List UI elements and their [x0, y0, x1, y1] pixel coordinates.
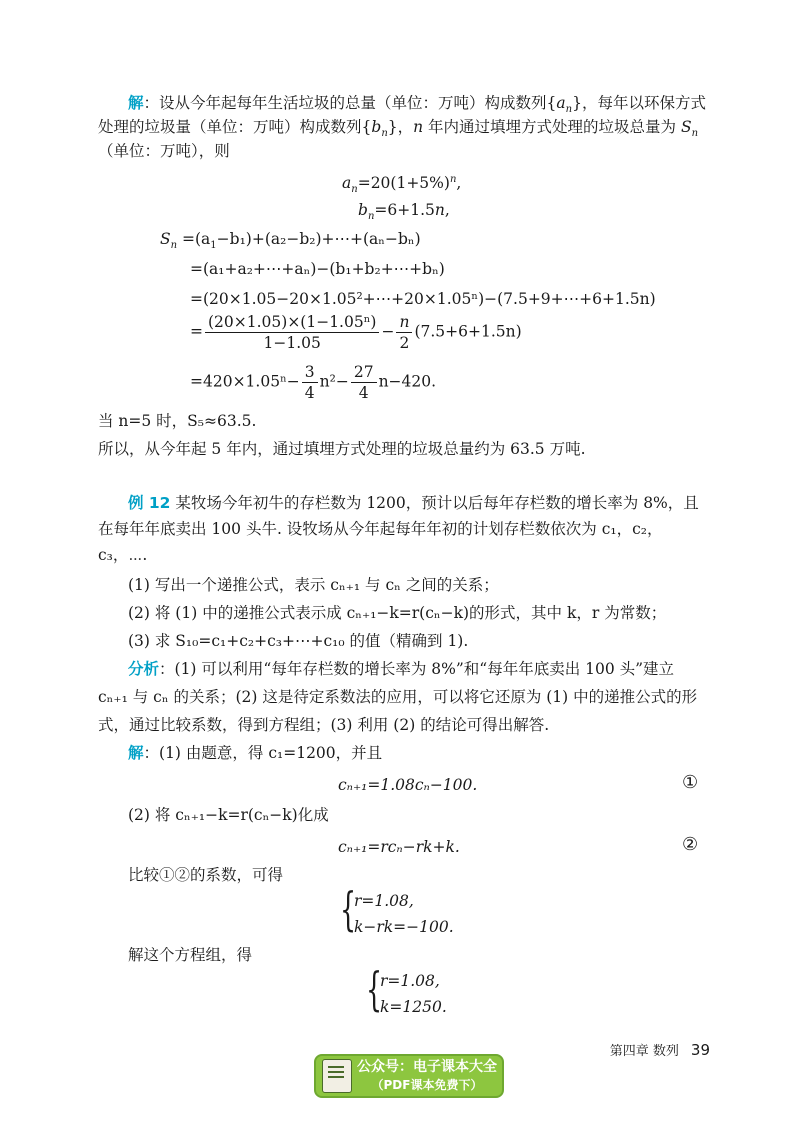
- fraction-n-over-2: $\frac{n}{2}$: [396, 312, 412, 353]
- equation-1-mark: ①: [682, 772, 699, 793]
- sum-line-2: =(a₁+a₂+⋯+aₙ)−(b₁+b₂+⋯+bₙ): [190, 260, 445, 278]
- analysis-line-1: 分析：(1) 可以利用“每年存栏数的增长率为 8%”和“每年年底卖出 100 头”建立: [128, 660, 675, 678]
- conclusion: 所以，从今年起 5 年内，通过填埋方式处理的垃圾总量约为 63.5 万吨.: [98, 440, 586, 458]
- question-3: (3) 求 S₁₀=c₁+c₂+c₃+⋯+c₁₀ 的值（精确到 1).: [128, 632, 469, 650]
- solution-12-label: 解: [128, 744, 144, 762]
- system-1-eq-b: k−rk=−100.: [354, 918, 454, 936]
- question-2: (2) 将 (1) 中的递推公式表示成 cₙ₊₁−k=r(cₙ−k)的形式，其中 k，r 为常数；: [128, 604, 667, 622]
- analysis-line-3: 式，通过比较系数，得到方程组；(3) 利用 (2) 的结论可得出解答.: [98, 716, 550, 734]
- example-12-line-3: c₃，⋯.: [98, 546, 148, 564]
- system-1-eq-a: r=1.08,: [354, 892, 414, 910]
- system-1-brace: {: [340, 882, 357, 936]
- example-label: 例 12: [128, 494, 171, 512]
- sum-line-4: = $\frac{\text{(20×1.05)×(1−1.05ⁿ)}}{1-1.05}$ − $\frac{n}{2}$ (7.5+6+1.5n): [190, 313, 522, 352]
- sum-line-1: $S_n$ $=(a_1-b_1)+(a_2-b_2)+\cdots+(a_n-b_n)$: [160, 230, 421, 252]
- system-2-eq-a: r=1.08,: [380, 972, 440, 990]
- book-logo-icon: [322, 1059, 352, 1093]
- analysis-line-2: cₙ₊₁ 与 cₙ 的关系；(2) 这是待定系数法的应用，可以将它还原为 (1) 中的递推公式的形: [98, 688, 698, 706]
- example-12-line-2: 在每年年底卖出 100 头牛. 设牧场从今年起每年年初的计划存栏数依次为 c₁，c₂，: [98, 520, 663, 538]
- fraction-geometric: $\frac{\text{(20×1.05)×(1−1.05ⁿ)}}{1-1.05}$: [205, 312, 379, 353]
- system-2-eq-b: k=1250.: [380, 998, 447, 1016]
- compare-text: 比较①②的系数，可得: [128, 866, 284, 884]
- equation-an: $a_n=20(1+5\%)^n$,: [342, 173, 462, 196]
- page-number: 39: [690, 1041, 710, 1059]
- solution-line-2: 处理的垃圾量（单位：万吨）构成数列$\{b_n\}$，n 年内通过填埋方式处理的垃圾总量为 $S_n$: [98, 118, 699, 140]
- watermark-badge: [314, 1054, 504, 1098]
- fraction-27-4: $\frac{27}{4}$: [351, 362, 377, 403]
- fraction-3-4: $\frac{3}{4}$: [302, 362, 318, 403]
- equation-1: cₙ₊₁=1.08cₙ−100.: [338, 776, 478, 794]
- page-footer: [610, 1040, 710, 1059]
- badge-text: 公众号：电子课本大全 （PDF课本免费下）: [357, 1059, 497, 1092]
- question-1: (1) 写出一个递推公式，表示 cₙ₊₁ 与 cₙ 之间的关系；: [128, 576, 499, 594]
- solution-label: 解: [128, 94, 144, 112]
- when-n-5: 当 n=5 时，S₅≈63.5.: [98, 412, 257, 430]
- system-2-brace: {: [366, 962, 383, 1016]
- solution-line-3: （单位：万吨），则: [98, 142, 230, 160]
- solution-line-1: 解：设从今年起每年生活垃圾的总量（单位：万吨）构成数列$\{a_n\}$，每年以环保方式: [128, 94, 706, 116]
- equation-bn: $b_n=6+1.5n$,: [358, 201, 450, 223]
- chapter-title: 第四章 数列: [609, 1044, 679, 1059]
- solution-12-line-1: 解：(1) 由题意，得 c₁=1200，并且: [128, 744, 383, 762]
- sum-line-5: =420×1.05ⁿ− $\frac{3}{4}$ n²− $\frac{27}{4}$ n−420.: [190, 363, 437, 402]
- example-12-line-1: 例 12 某牧场今年初牛的存栏数为 1200，预计以后每年存栏数的增长率为 8%，且: [128, 494, 699, 512]
- equation-2: cₙ₊₁=rcₙ−rk+k.: [338, 838, 460, 856]
- analysis-label: 分析: [128, 660, 160, 678]
- solution-12-line-2: (2) 将 cₙ₊₁−k=r(cₙ−k)化成: [128, 806, 329, 824]
- sum-line-3: =(20×1.05−20×1.05²+⋯+20×1.05ⁿ)−(7.5+9+⋯+6+1.5n): [190, 290, 656, 308]
- solve-text: 解这个方程组，得: [128, 946, 253, 964]
- equation-2-mark: ②: [682, 834, 699, 855]
